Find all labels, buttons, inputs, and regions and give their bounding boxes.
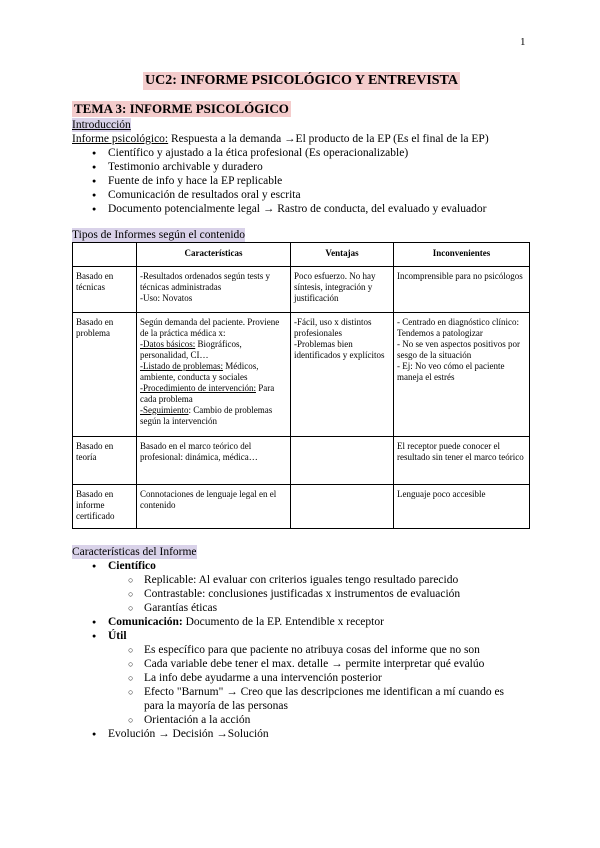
sub-list-item: ○ La info debe ayudarme a una intervención posterior xyxy=(108,671,520,685)
cell-term: -Datos básicos: xyxy=(140,339,196,349)
sub-list xyxy=(108,573,520,615)
list-item: ● Fuente de info y hace la EP replicable xyxy=(72,174,486,188)
cell-term: -Procedimiento de intervención: xyxy=(140,383,256,393)
sub-list-item: ○ Es específico para que paciente no atribuya cosas del informe que no son xyxy=(108,643,520,657)
cell-text: Médicos, ambiente, conducta y sociales xyxy=(140,361,259,382)
cell-text: Biográficos, personalidad, CI… xyxy=(140,339,242,360)
cell-text: - Centrado en diagnóstico clínico: Tendemos a patologizar xyxy=(397,317,519,338)
page-number: 1 xyxy=(520,36,526,48)
cell-text: -Resultados ordenados según tests y técnicas administradas xyxy=(140,271,270,292)
row-type: Basado en técnicas xyxy=(73,267,137,313)
characteristics-list xyxy=(72,559,520,741)
table-row xyxy=(73,267,530,313)
table-header-cell: Características xyxy=(137,243,291,267)
sub-list-item: ○ Cada variable debe tener el max. detalle → permite interpretar qué evalúo xyxy=(108,657,520,671)
list-item xyxy=(72,559,520,615)
sub-list xyxy=(108,643,520,727)
definition-term: Informe psicológico: xyxy=(72,133,169,145)
cell-text: Para cada problema xyxy=(140,383,275,404)
table-cell: Poco esfuerzo. No hay síntesis, integración y justificación xyxy=(291,267,394,313)
row-type: Basado en problema xyxy=(73,313,137,437)
item-label: Científico xyxy=(108,560,156,572)
table-cell xyxy=(291,485,394,529)
list-item: ● Científico y ajustado a la ética profesional (Es operacionalizable) xyxy=(72,146,486,160)
table-cell xyxy=(291,313,394,437)
cell-text: : Cambio de problemas según la intervención xyxy=(140,405,273,426)
sub-list-item: ○ Contrastable: conclusiones justificadas x instrumentos de evaluación xyxy=(108,587,520,601)
intro-bullet-list xyxy=(72,146,486,216)
cell-text xyxy=(140,361,287,383)
list-item xyxy=(72,629,520,727)
table-cell: Connotaciones de lenguaje legal en el contenido xyxy=(137,485,291,529)
list-item: ● Testimonio archivable y duradero xyxy=(72,160,486,174)
section-heading: TEMA 3: INFORME PSICOLÓGICO xyxy=(74,101,289,116)
list-item: ● Documento potencialmente legal → Rastro de conducta, del evaluado y evaluador xyxy=(72,202,486,216)
table-cell xyxy=(137,267,291,313)
cell-text: -Fácil, uso x distintos profesionales xyxy=(294,317,372,338)
table-header-cell: Inconvenientes xyxy=(394,243,530,267)
cell-term: -Listado de problemas: xyxy=(140,361,223,371)
cell-text: -Uso: Novatos xyxy=(140,293,193,303)
cell-text xyxy=(140,405,287,427)
table-cell: El receptor puede conocer el resultado sin tener el marco teórico xyxy=(394,437,530,485)
cell-text: Según demanda del paciente. Proviene de la práctica médica x: xyxy=(140,317,280,338)
report-types-table xyxy=(72,242,530,529)
table-cell xyxy=(394,313,530,437)
report-types-heading: Tipos de Informes según el contenido xyxy=(72,229,246,241)
table-header-cell: Ventajas xyxy=(291,243,394,267)
table-cell xyxy=(291,437,394,485)
sub-list-item: ○ Garantías éticas xyxy=(108,601,520,615)
sub-list-item: ○ Orientación a la acción xyxy=(108,713,520,727)
table-cell: Incomprensible para no psicólogos xyxy=(394,267,530,313)
characteristics-heading: Características del Informe xyxy=(72,546,197,558)
definition-line xyxy=(72,132,489,146)
list-item xyxy=(72,615,520,629)
item-text: Documento de la EP. Entendible x receptor xyxy=(182,616,384,628)
row-type: Basado en informe certificado xyxy=(73,485,137,529)
table-row xyxy=(73,485,530,529)
sub-list-item: ○ Replicable: Al evaluar con criterios iguales tengo resultado parecido xyxy=(108,573,520,587)
cell-text: - Ej: No veo cómo el paciente maneja el estrés xyxy=(397,361,505,382)
item-label: Útil xyxy=(108,630,127,642)
table-header-cell xyxy=(73,243,137,267)
sub-list-item: ○ Efecto "Barnum" → Creo que las descripciones me identifican a mí cuando es para la mayoría de las personas xyxy=(108,685,520,713)
table-row xyxy=(73,313,530,437)
table-header-row xyxy=(73,243,530,267)
table-row xyxy=(73,437,530,485)
table-cell xyxy=(137,313,291,437)
list-item: ● Evolución → Decisión →Solución xyxy=(72,727,520,741)
cell-text: - No se ven aspectos positivos por sesgo de la situación xyxy=(397,339,520,360)
item-label: Comunicación: xyxy=(108,616,183,628)
cell-text: -Problemas bien identificados y explícitos xyxy=(294,339,385,360)
row-type: Basado en teoría xyxy=(73,437,137,485)
cell-term: -Seguimiento xyxy=(140,405,189,415)
document-title: UC2: INFORME PSICOLÓGICO Y ENTREVISTA xyxy=(145,73,458,88)
cell-text xyxy=(140,339,287,361)
list-item: ● Comunicación de resultados oral y escrita xyxy=(72,188,486,202)
table-cell: Basado en el marco teórico del profesional: dinámica, médica… xyxy=(137,437,291,485)
intro-heading: Introducción xyxy=(72,119,131,131)
definition-text: Respuesta a la demanda →El producto de la EP (Es el final de la EP) xyxy=(168,133,489,145)
cell-text xyxy=(140,383,287,405)
table-cell: Lenguaje poco accesible xyxy=(394,485,530,529)
